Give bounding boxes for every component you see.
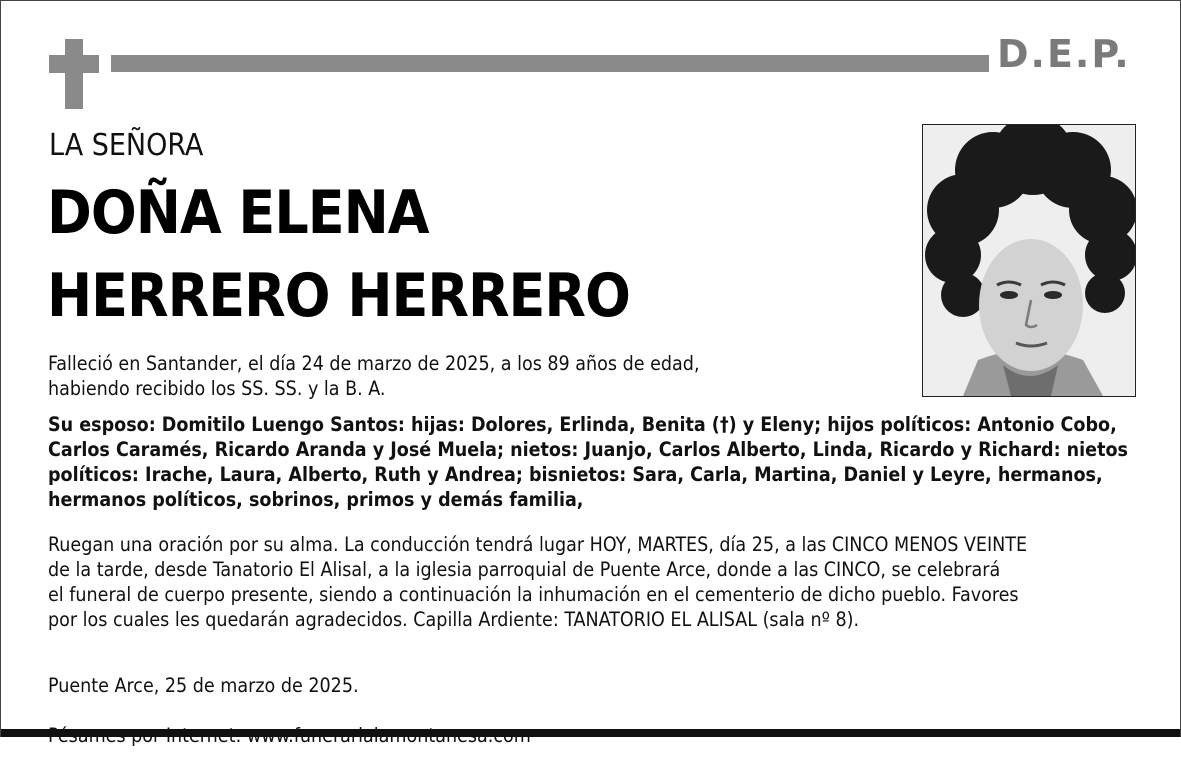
funeral-details-text: Ruegan una oración por su alma. La conducción tendrá lugar HOY, MARTES, día 25, a las CINCO MENOS VEINTE de la tarde, desde Tanatorio El Alisal, a la iglesia parroquial de Puente Arce, donde a las CINCO, se celebrará el funeral de cuerpo presente, siendo a continuación la inhumación en el cementerio de dicho pueblo. Favores por los cuales les quedarán agradecidos. Capilla Ardiente: TANATORIO EL ALISAL (sala nº 8). [48, 533, 1028, 631]
dep-heading: D.E.P. [997, 32, 1131, 76]
header-rule [111, 55, 989, 72]
death-notice-text: Falleció en Santander, el día 24 de marzo de 2025, a los 89 años de edad, habiendo recibido los SS. SS. y la B. A. [48, 352, 700, 400]
family-list-text: Su esposo: Domitilo Luengo Santos: hijas: Dolores, Erlinda, Benita (†) y Eleny; hijos políticos: Antonio Cobo, Carlos Caramés, Ricardo Aranda y José Muela; nietos: Juanjo, Carlos Alberto, Linda, Ricardo y Richard: nietos políticos: Irache, Laura, Alberto, Ruth y Andrea; bisnietos: Sara, Carla, Martina, Daniel y Leyre, hermanos, hermanos políticos, sobrinos, primos y demás familia, [48, 413, 1128, 511]
portrait-illustration [923, 125, 1135, 396]
portrait-photo [922, 124, 1136, 397]
footer-text [48, 648, 1138, 773]
cross-vertical-bar [65, 39, 83, 109]
deceased-name-line-1: DOÑA ELENA [47, 178, 429, 248]
bottom-border [1, 729, 1180, 737]
cross-horizontal-bar [49, 55, 99, 73]
place-date: Puente Arce, 25 de marzo de 2025. [48, 674, 359, 697]
honorific-label: LA SEÑORA [49, 128, 204, 163]
deceased-name-line-2: HERRERO HERRERO [47, 261, 630, 331]
